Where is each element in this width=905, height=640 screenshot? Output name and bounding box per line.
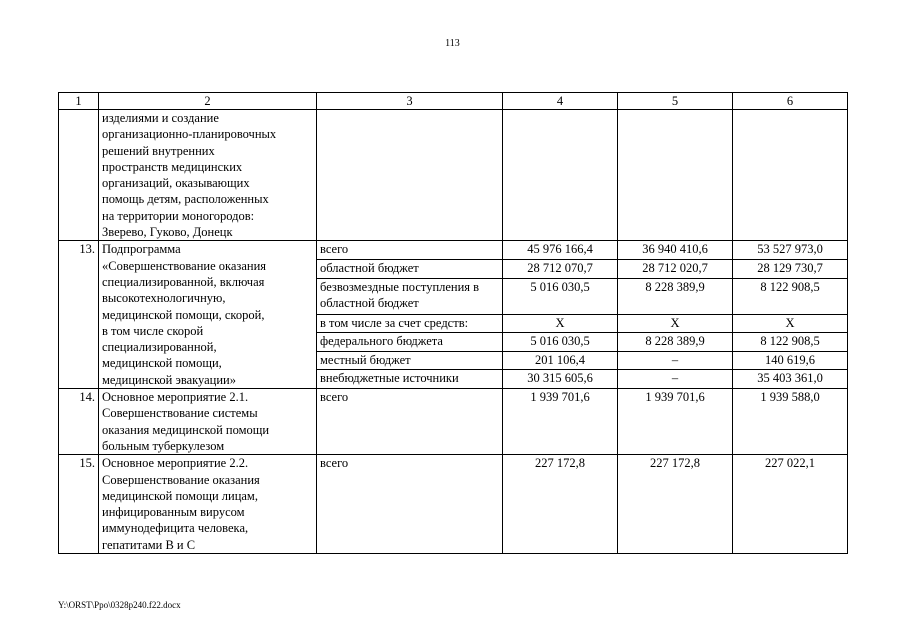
value-col5: 8 228 389,9 [618, 333, 733, 352]
program-name-cell [99, 389, 317, 455]
name-line: высокотехнологичную, [102, 291, 226, 306]
value-col5: 36 940 410,6 [618, 241, 733, 260]
name-line: организационно-планировочных [102, 127, 277, 142]
name-line: Совершенствование оказания [102, 472, 260, 487]
budget-table [58, 92, 848, 554]
value-col6: 28 129 730,7 [733, 259, 848, 278]
value-col6: 53 527 973,0 [733, 241, 848, 260]
name-line: помощь детям, расположенных [102, 192, 269, 207]
table-row-13 [59, 241, 848, 260]
source-label: областной бюджет [317, 259, 503, 278]
name-line: Подпрограмма [102, 242, 181, 257]
name-line: больным туберкулезом [102, 438, 225, 453]
source-label: всего [317, 241, 503, 260]
name-line: изделиями и создание [102, 111, 219, 125]
program-name-cell [99, 241, 317, 389]
name-cell [99, 110, 317, 241]
value-col4: 5 016 030,5 [503, 333, 618, 352]
row-number: 14. [59, 389, 99, 455]
header-cell-6: 6 [733, 93, 848, 110]
name-line: в том числе скорой [102, 323, 204, 338]
value-col4: 5 016 030,5 [503, 278, 618, 314]
header-cell-1: 1 [59, 93, 99, 110]
value-col5: 1 939 701,6 [618, 389, 733, 455]
value-col6: 140 619,6 [733, 351, 848, 370]
table-header-row [59, 93, 848, 110]
table-row-15 [59, 455, 848, 554]
name-line: Совершенствование системы [102, 406, 258, 421]
source-label: безвозмездные поступления в областной бюджет [317, 278, 503, 314]
value-col6: Х [733, 314, 848, 333]
value-col5: 28 712 020,7 [618, 259, 733, 278]
value-col5: 8 228 389,9 [618, 278, 733, 314]
table-row-14 [59, 389, 848, 455]
value-col4: 30 315 605,6 [503, 370, 618, 389]
source-label: в том числе за счет средств: [317, 314, 503, 333]
header-cell-5: 5 [618, 93, 733, 110]
value-col4: 1 939 701,6 [503, 389, 618, 455]
source-label: всего [317, 455, 503, 554]
value-col4: 201 106,4 [503, 351, 618, 370]
value-col4: 45 976 166,4 [503, 241, 618, 260]
name-line: специализированной, включая [102, 274, 265, 289]
value-col4: Х [503, 314, 618, 333]
source-label: федерального бюджета [317, 333, 503, 352]
page-number: 113 [445, 38, 460, 49]
value-col5: 227 172,8 [618, 455, 733, 554]
name-line: медицинской помощи, скорой, [102, 307, 265, 322]
name-line: на территории моногородов: [102, 208, 255, 223]
name-line: специализированной, [102, 340, 217, 355]
header-cell-2: 2 [99, 93, 317, 110]
value-cell [618, 110, 733, 241]
name-line: медицинской помощи лицам, [102, 488, 258, 503]
header-cell-4: 4 [503, 93, 618, 110]
value-col6: 8 122 908,5 [733, 278, 848, 314]
name-line: медицинской эвакуации» [102, 372, 236, 387]
program-name-cell [99, 455, 317, 554]
value-col5: Х [618, 314, 733, 333]
value-col6: 8 122 908,5 [733, 333, 848, 352]
file-path-footer: Y:\ORST\Ppo\0328p240.f22.docx [58, 600, 181, 610]
name-line: Основное мероприятие 2.2. [102, 456, 249, 471]
name-line: инфицированным вирусом [102, 505, 245, 520]
value-col4: 28 712 070,7 [503, 259, 618, 278]
value-col6: 227 022,1 [733, 455, 848, 554]
value-col6: 1 939 588,0 [733, 389, 848, 455]
value-cell [503, 110, 618, 241]
name-line: организаций, оказывающих [102, 176, 250, 191]
header-cell-3: 3 [317, 93, 503, 110]
num-cell [59, 110, 99, 241]
name-line: медицинской помощи, [102, 356, 222, 371]
name-line: оказания медицинской помощи [102, 422, 270, 437]
source-label: внебюджетные источники [317, 370, 503, 389]
name-line: Зверево, Гуково, Донецк [102, 225, 233, 240]
name-line: иммунодефицита человека, [102, 521, 249, 536]
value-col6: 35 403 361,0 [733, 370, 848, 389]
name-line: «Совершенствование оказания [102, 258, 267, 273]
value-col5: – [618, 351, 733, 370]
row-number: 15. [59, 455, 99, 554]
value-cell [733, 110, 848, 241]
value-col4: 227 172,8 [503, 455, 618, 554]
source-label: местный бюджет [317, 351, 503, 370]
source-cell [317, 110, 503, 241]
name-line: решений внутренних [102, 143, 215, 158]
table-row-continuation [59, 110, 848, 241]
source-label: всего [317, 389, 503, 455]
name-line: пространств медицинских [102, 159, 243, 174]
row-number: 13. [59, 241, 99, 389]
name-line: гепатитами В и С [102, 537, 196, 552]
value-col5: – [618, 370, 733, 389]
name-line: Основное мероприятие 2.1. [102, 390, 249, 405]
